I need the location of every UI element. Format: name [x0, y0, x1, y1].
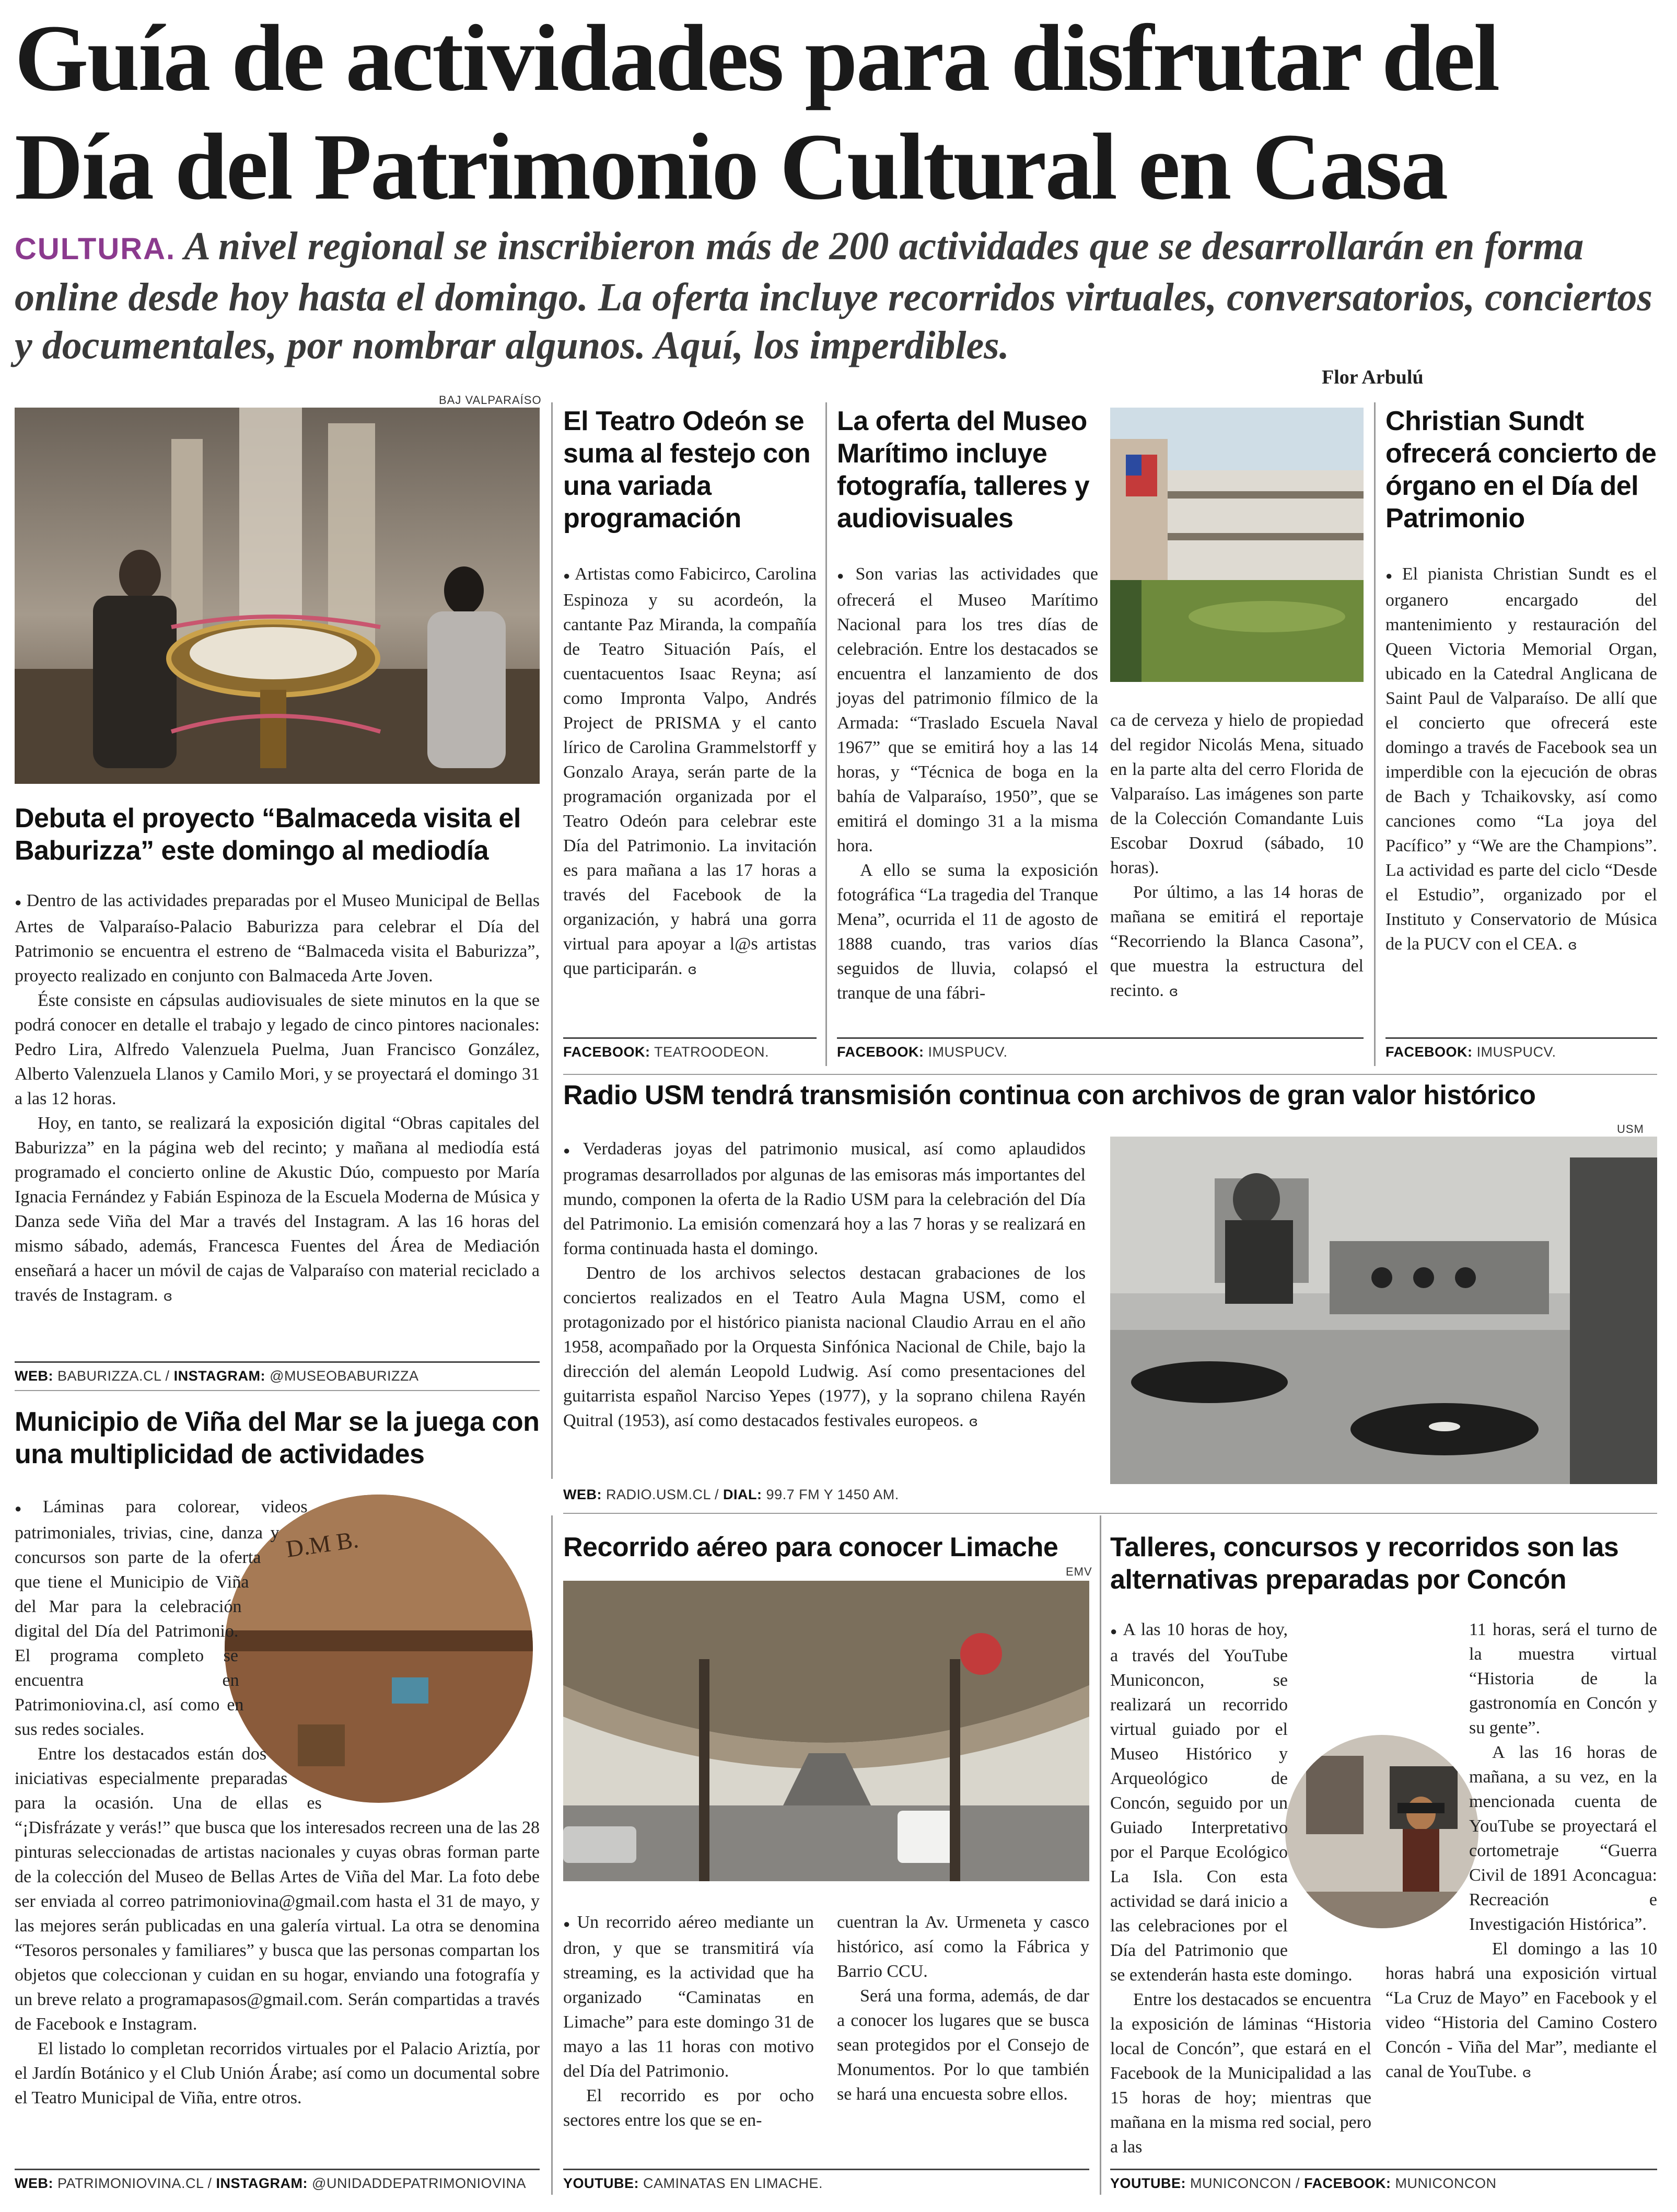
radio-dial: 99.7 FM Y 1450 AM.	[766, 1487, 899, 1502]
baburizza-title: Debuta el proyecto “Balmaceda visita el Baburizza” este domingo al mediodía	[15, 803, 521, 866]
odeon-footer	[563, 1037, 817, 1060]
maritimo-photo	[1110, 408, 1364, 682]
lede	[15, 222, 1660, 369]
baburizza-paragraph: Éste consiste en cápsulas audiovisuales de siete minutos en la que se podrá conocer en detalle el trabajo y legado de cinco pintores nacionales: Pedro Lira, Alfredo Valenzuela Puelma, Juan Francisco González, Alberto Valenzuela Llanos y Camilo Mori, y se proyectará el domingo 31 a las 12 horas.	[15, 990, 540, 1108]
bullet-icon	[563, 1139, 583, 1159]
vina-footer: WEB: PATRIMONIOVINA.CL / INSTAGRAM: @UNIDADDEPATRIMONIOVINA	[15, 2169, 540, 2192]
bullet-icon	[563, 564, 575, 584]
vina-title: Municipio de Viña del Mar se la juega con una multiplicidad de actividades	[15, 1407, 540, 1469]
concon-title: Talleres, concursos y recorridos son las alternativas preparadas por Concón	[1110, 1532, 1619, 1595]
maritimo-body-col1	[837, 562, 1098, 1005]
end-mark-icon: ɞ	[1568, 937, 1577, 953]
section-divider	[563, 1513, 1657, 1514]
courtyard-illustration	[1110, 408, 1364, 682]
section-kicker: CULTURA.	[15, 232, 176, 266]
limache-footer	[563, 2169, 1089, 2192]
maritimo-paragraph: ca de cerveza y hielo de propiedad del regidor Nicolás Mena, situado en la parte alta del cerro Florida de Valparaíso. Las imágenes son parte de la Colección Comandante Luis Escobar Doxrud (sábado, 10 horas).	[1110, 711, 1364, 877]
column-divider	[825, 402, 827, 1066]
baburizza-paragraph: Hoy, en tanto, se realizará la exposición digital “Obras capitales del Baburizza” en la página web del recinto; y mañana al mediodía está programado el concierto online de Akustic Dúo, compuesto por María Ignacia Fernández y Fabián Espinoza de la Escuela Moderna de Música y Danza sede Viña del Mar a través del Instagram. A las 16 horas del mismo sábado, además, Francesca Fuentes del Área de Mediación enseñará a hacer un móvil de cajas de Valparaíso con material reciclado a través de Instagram.	[15, 1113, 540, 1305]
photo-credit: USM	[1617, 1122, 1644, 1136]
limache-photo	[563, 1581, 1089, 1881]
footer-label: FACEBOOK:	[837, 1044, 924, 1060]
footer-label: FACEBOOK:	[1385, 1044, 1473, 1060]
headline-line-2: Día del Patrimonio Cultural en Casa	[15, 114, 1447, 219]
limache-paragraph: Un recorrido aéreo mediante un dron, y que se transmitirá vía streaming, es la actividad que ha organizado “Caminatas en Limache” para este domingo 31 de mayo a las 11 horas con motivo del Día del Patrimonio.	[563, 1913, 814, 2081]
concon-paragraph: A las 10 horas de hoy, a través del YouTube Municoncon, se realizará un recorrido virtual guiado por el Museo Histórico y Arqueológico de Concón, seguido por un Guiado Interpretativo por el Parque Ecológico La Isla. Con esta actividad se dará inicio a las celebraciones por el Día del Patrimonio que se extenderán hasta este domingo.	[1110, 1620, 1353, 1985]
footer-label: INSTAGRAM:	[173, 1368, 266, 1384]
vina-web-link[interactable]: PATRIMONIOVINA.CL	[57, 2175, 204, 2191]
vina-body	[15, 1495, 540, 2110]
sundt-title: Christian Sundt ofrecerá concierto de órgano en el Día del Patrimonio	[1385, 406, 1657, 534]
concon-youtube-link[interactable]: MUNICONCON	[1190, 2175, 1292, 2191]
text-wrap-spacer	[1288, 1730, 1371, 1960]
baburizza-footer: WEB: BABURIZZA.CL / INSTAGRAM: @MUSEOBABURIZZA	[15, 1361, 540, 1384]
limache-paragraph: Será una forma, además, de dar a conocer los lugares que se busca sean protegidos por el Consejo de Monumentos. Por lo que también se hará una encuesta sobre ellos.	[837, 1986, 1089, 2104]
concon-body-col1	[1110, 1617, 1371, 2159]
section-divider	[563, 1074, 1657, 1075]
concon-body-col2	[1385, 1617, 1657, 2086]
bullet-icon	[15, 891, 27, 910]
column-divider	[1100, 1515, 1101, 2195]
radio-web-link[interactable]: RADIO.USM.CL	[606, 1487, 711, 1502]
headline-line-1: Guía de actividades para disfrutar del	[15, 6, 1499, 111]
column-divider	[551, 1515, 553, 2195]
footer-label: YOUTUBE:	[563, 2175, 639, 2191]
photo-credit: EMV	[1066, 1565, 1092, 1578]
end-mark-icon: ɞ	[163, 1288, 172, 1304]
sundt-facebook-link[interactable]: IMUSPUCV.	[1476, 1044, 1556, 1060]
lede-text: A nivel regional se inscribieron más de 200 actividades que se desarrollarán en forma online desde hoy hasta el domingo. La oferta incluye recorridos virtuales, conversatorios, conciertos y documentales, por nombrar algunos. Aquí, los imperdibles.	[15, 224, 1652, 367]
footer-label: YOUTUBE:	[1110, 2175, 1186, 2191]
section-divider	[15, 1390, 540, 1391]
tree-avenue-illustration	[563, 1581, 1089, 1881]
column-divider	[1374, 402, 1376, 1066]
footer-label: WEB:	[15, 2175, 53, 2191]
concon-footer: YOUTUBE: MUNICONCON / FACEBOOK: MUNICONCON	[1110, 2169, 1657, 2192]
headline	[15, 4, 1660, 222]
vina-instagram-link[interactable]: @UNIDADDEPATRIMONIOVINA	[312, 2175, 526, 2191]
limache-body-col2	[837, 1910, 1089, 2106]
limache-youtube-link[interactable]: CAMINATAS EN LIMACHE.	[643, 2175, 823, 2191]
radio-title: Radio USM tendrá transmisión continua con archivos de gran valor histórico	[563, 1080, 1536, 1110]
radio-photo	[1110, 1137, 1657, 1484]
photo-credit: BAJ VALPARAÍSO	[439, 393, 542, 407]
vina-paragraph: Láminas para colorear, videos patrimoniales, trivias, cine, danza y concursos son parte de la oferta que tiene el Municipio de Viña del Mar para la celebración digital del Día del Patrimonio. El programa completo se encuentra en Patrimoniovina.cl, así como en sus redes sociales.	[15, 1497, 308, 1739]
maritimo-title: La oferta del Museo Marítimo incluye fotografía, talleres y audiovisuales	[837, 406, 1090, 534]
maritimo-paragraph: A ello se suma la exposición fotográfica “La tragedia del Tranque Mena”, ocurrida el 11 de agosto de 1888 cuando, tras varios días seguidos de lluvia, colapsó el tranque de una fábri-	[837, 860, 1098, 1003]
sundt-paragraph: El pianista Christian Sundt es el organero encargado del mantenimiento y restauración del Queen Victoria Memorial Organ, ubicado en la Catedral Anglicana de Saint Paul de Valparaíso. De allí que el concierto que ofrecerá este domingo a través de Facebook sea un imperdible con la ejecución de obras de Bach y Tchaikovsky, así como canciones como “La joya del Pacífico” y “We are the Champions”. La actividad es parte del ciclo “Desde el Estudio”, organizado por el Instituto y Conservatorio de Música de la PUCV con el CEA.	[1385, 564, 1658, 954]
footer-label: DIAL:	[723, 1487, 762, 1502]
odeon-facebook-link[interactable]: TEATROODEON.	[654, 1044, 770, 1060]
museum-hall-illustration	[15, 408, 540, 784]
text-wrap-spacer	[1385, 1730, 1469, 1960]
end-mark-icon: ɞ	[1169, 984, 1179, 1000]
baburizza-photo	[15, 408, 540, 784]
end-mark-icon: ɞ	[969, 1414, 978, 1430]
maritimo-facebook-link[interactable]: IMUSPUCV.	[928, 1044, 1008, 1060]
bullet-icon	[837, 564, 855, 584]
concon-paragraph: El domingo a las 10 horas habrá una exposición virtual “La Cruz de Mayo” en Facebook y el video “Historia del Camino Costero Concón - Viña del Mar”, mediante el canal de YouTube.	[1385, 1939, 1657, 2081]
baburizza-instagram-link[interactable]: @MUSEOBABURIZZA	[270, 1368, 419, 1384]
maritimo-paragraph: Por último, a las 14 horas de mañana se emitirá el reportaje “Recorriendo la Blanca Casona”, que muestra la estructura del recinto.	[1110, 883, 1364, 1000]
concon-paragraph: 11 horas, será el turno de la muestra virtual “Historia de la gastronomía en Concón y su gente”.	[1469, 1620, 1657, 1738]
baburizza-body	[15, 888, 540, 1309]
limache-paragraph: El recorrido es por ocho sectores entre los que se en-	[563, 2086, 814, 2130]
vina-paragraph: Entre los destacados están dos iniciativas especialmente preparadas para la ocasión. Una de ellas es “¡Disfrázate y verás!” que busca que los interesados recreen una de las 28 pinturas seleccionadas de artistas nacionales y cuyas obras forman parte de la colección del Museo de Bellas Artes de Viña del Mar. La foto debe ser enviada al correo patrimoniovina@gmail.com hasta el 31 de mayo, y las mejores serán publicadas en una galería virtual. La otra se denomina “Tesoros personales y familiares” y busca que las personas compartan los objetos que coleccionan y cuidan en su hogar, enviando una fotografía y un breve relato a programapasos@gmail.com. Serán compartidas a través de Facebook e Instagram.	[15, 1744, 540, 2034]
vina-paragraph: El listado lo completan recorridos virtuales por el Palacio Ariztía, por el Jardín Botánico y el Club Unión Árabe; así como un documental sobre el Teatro Municipal de Viña, entre otros.	[15, 2039, 540, 2107]
concon-paragraph: Entre los destacados se encuentra la exposición de láminas “Historia local de Concón”, que estará en el Facebook de la Municipalidad a las 15 horas de hoy; mientras que mañana en la misma red social, pero a las	[1110, 1989, 1371, 2157]
maritimo-body-col2	[1110, 708, 1364, 1004]
odeon-body	[563, 562, 817, 982]
baburizza-paragraph: Dentro de las actividades preparadas por el Museo Municipal de Bellas Artes de Valparaíso-Palacio Baburizza para celebrar el Día del Patrimonio se encuentra el estreno de “Balmaceda visita el Baburizza”, proyecto realizado en conjunto con Balmaceda Arte Joven.	[15, 891, 540, 986]
footer-label: FACEBOOK:	[1304, 2175, 1391, 2191]
footer-label: WEB:	[563, 1487, 602, 1502]
odeon-title: El Teatro Odeón se suma al festejo con una variada programación	[563, 406, 811, 534]
radio-footer: WEB: RADIO.USM.CL / DIAL: 99.7 FM Y 1450 AM.	[563, 1487, 899, 1502]
concon-paragraph: A las 16 horas de mañana, a su vez, en la mencionada cuenta de YouTube se proyectará el cortometraje “Guerra Civil de 1891 Aconcagua: Recreación e Investigación Histórica”.	[1469, 1743, 1657, 1934]
limache-paragraph: cuentran la Av. Urmeneta y casco histórico, así como la Fábrica y Barrio CCU.	[837, 1913, 1089, 1981]
footer-label: WEB:	[15, 1368, 53, 1384]
maritimo-paragraph: Son varias las actividades que ofrecerá el Museo Marítimo Nacional para los tres días de celebración. Entre los destacados se encuentra el lanzamiento de dos joyas del patrimonio fílmico de la Armada: “Traslado Escuela Naval 1967” que se emitirá hoy a las 14 horas, y “Técnica de boga en la bahía de Valparaíso, 1950”, que se emitirá el domingo 31 a la misma hora.	[837, 564, 1098, 855]
concon-facebook-link[interactable]: MUNICONCON	[1395, 2175, 1497, 2191]
radio-studio-illustration	[1110, 1137, 1657, 1484]
bullet-icon	[15, 1497, 43, 1516]
sundt-footer	[1385, 1037, 1657, 1060]
radio-paragraph: Verdaderas joyas del patrimonio musical, así como aplaudidos programas desarrollados por algunas de las emisoras más importantes del mundo, componen la oferta de la Radio USM para la celebración del Día del Patrimonio. La emisión comenzará hoy a las 7 horas y se realizará en forma continuada hasta el domingo.	[563, 1139, 1086, 1258]
limache-title: Recorrido aéreo para conocer Limache	[563, 1532, 1058, 1562]
svg-text:D.M B.: D.M B.	[284, 1526, 360, 1562]
end-mark-icon: ɞ	[688, 962, 697, 978]
radio-paragraph: Dentro de los archivos selectos destacan grabaciones de los conciertos realizados en el Teatro Aula Magna USM, como el protagonizado por el histórico pianista nacional Claudio Arrau en el año 1958, acompañado por la Orquesta Sinfónica Nacional de Chile, bajo la dirección del alemán Leopold Ludwig. Así como presentaciones del guitarrista español Narciso Yepes (1977), y la soprano chilena Rayén Quitral (1953), así como destacados festivales europeos.	[563, 1263, 1086, 1430]
footer-label: FACEBOOK:	[563, 1044, 650, 1060]
bullet-icon	[1110, 1620, 1123, 1639]
bullet-icon	[1385, 564, 1402, 584]
radio-body	[563, 1137, 1086, 1434]
bullet-icon	[563, 1913, 577, 1932]
limache-body-col1	[563, 1910, 814, 2133]
baburizza-web-link[interactable]: BABURIZZA.CL	[57, 1368, 161, 1384]
column-divider	[551, 402, 553, 1479]
sundt-body	[1385, 562, 1657, 958]
byline: Flor Arbulú	[1322, 366, 1424, 388]
odeon-paragraph: Artistas como Fabicirco, Carolina Espinoza y su acordeón, la cantante Paz Miranda, la compañía de Teatro Situación País, el cuentacuentos Isaac Reyna; así como Impronta Valpo, Andrés Project de PRISMA y el canto lírico de Carolina Grammelstorff y Gonzalo Araya, serán parte de la programación organizada por el Teatro Odeón para celebrar este Día del Patrimonio. La invitación es para mañana a las 17 horas a través del Facebook de la organización, y habrá una gorra virtual para apoyar a l@s artistas que participarán.	[563, 564, 817, 978]
footer-label: INSTAGRAM:	[216, 2175, 308, 2191]
end-mark-icon: ɞ	[1522, 2065, 1532, 2081]
maritimo-footer	[837, 1037, 1364, 1060]
